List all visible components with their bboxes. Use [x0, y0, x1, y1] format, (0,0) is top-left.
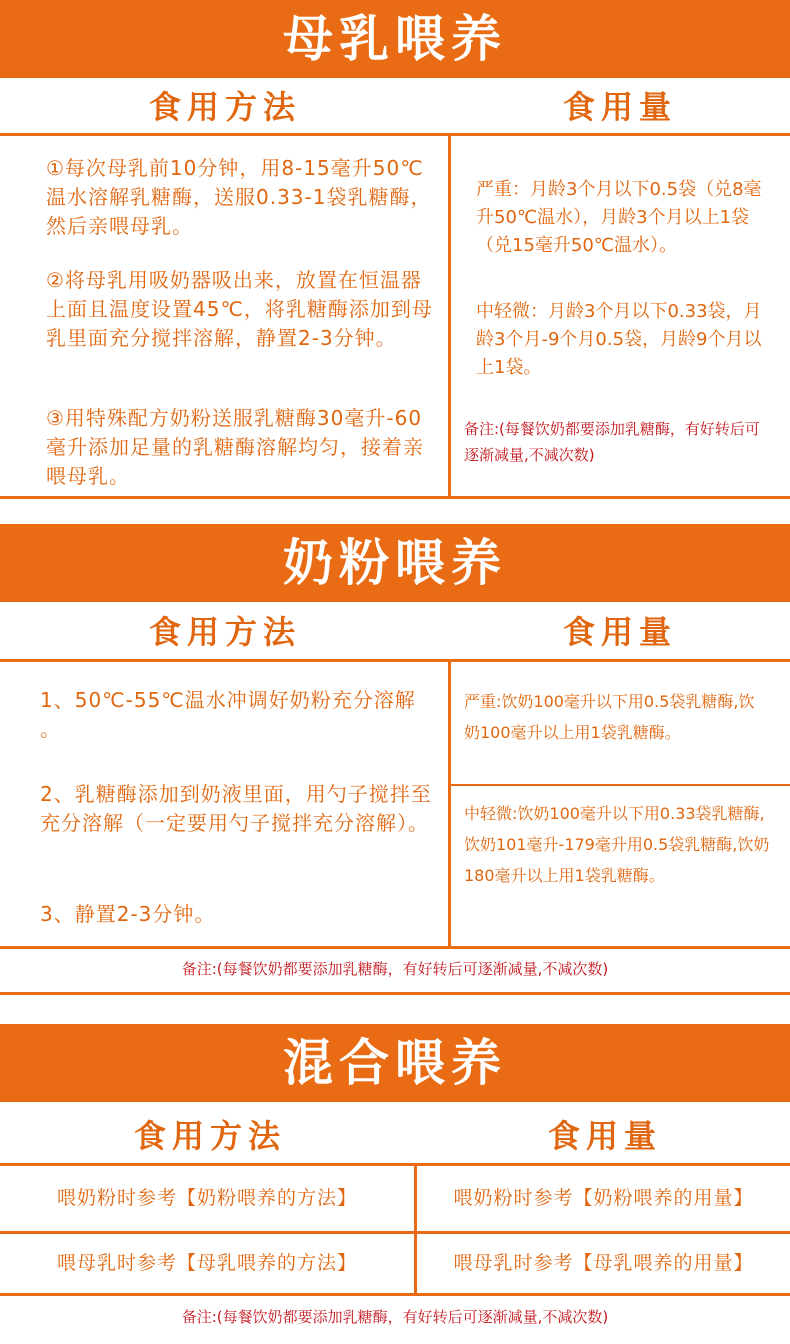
column-divider	[448, 662, 451, 947]
divider	[0, 992, 790, 995]
mixed-row-2-method: 喂母乳时参考【母乳喂养的方法】	[56, 1252, 357, 1274]
formula-step-2: 2、乳糖酶添加到奶液里面，用勺子搅拌至充分溶解（一定要用勺子搅拌充分溶解）。	[40, 782, 432, 835]
breast-feeding-banner: 母乳喂养	[0, 0, 790, 78]
divider	[451, 784, 790, 786]
mixed-amount-header: 食用量	[547, 1117, 662, 1155]
breast-step-1: ①每次母乳前10分钟，用8-15毫升50℃温水溶解乳糖酶，送服0.33-1袋乳糖酶，然后亲喂母乳。	[46, 156, 432, 238]
mixed-row-1-method: 喂奶粉时参考【奶粉喂养的方法】	[56, 1187, 357, 1209]
mixed-row-1-amount: 喂奶粉时参考【奶粉喂养的用量】	[453, 1187, 754, 1209]
mixed-feeding-banner: 混合喂养	[0, 1024, 790, 1102]
formula-note: 备注:(每餐饮奶都要添加乳糖酶，有好转后可逐渐减量,不减次数)	[181, 960, 609, 978]
mixed-row-2-amount: 喂母乳时参考【母乳喂养的用量】	[453, 1252, 754, 1274]
column-divider	[448, 136, 451, 498]
mixed-note: 备注:(每餐饮奶都要添加乳糖酶，有好转后可逐渐减量,不减次数)	[181, 1308, 609, 1326]
formula-dosage-mild: 中轻微:饮奶100毫升以下用0.33袋乳糖酶,饮奶101毫升-179毫升用0.5袋乳糖酶,饮奶180毫升以上用1袋乳糖酶。	[464, 804, 770, 885]
formula-dosage-severe: 严重:饮奶100毫升以下用0.5袋乳糖酶,饮奶100毫升以上用1袋乳糖酶。	[464, 692, 755, 742]
mixed-method-header: 食用方法	[133, 1117, 286, 1155]
formula-step-1: 1、50℃-55℃温水冲调好奶粉充分溶解 。	[40, 688, 416, 741]
formula-amount-header: 食用量	[562, 613, 677, 651]
breast-step-3: ③用特殊配方奶粉送服乳糖酶30毫升-60毫升添加足量的乳糖酶溶解均匀，接着亲喂母乳。	[46, 406, 424, 488]
divider	[0, 659, 790, 662]
breast-amount-header: 食用量	[562, 88, 677, 126]
breast-dosage-mild: 中轻微：月龄3个月以下0.33袋，月龄3个月-9个月0.5袋，月龄9个月以上1袋。	[476, 301, 762, 378]
divider	[0, 946, 790, 949]
breast-method-header: 食用方法	[148, 88, 301, 126]
divider	[0, 133, 790, 136]
formula-feeding-banner: 奶粉喂养	[0, 524, 790, 602]
breast-note: 备注:(每餐饮奶都要添加乳糖酶，有好转后可逐渐减量,不减次数)	[464, 420, 760, 464]
divider	[0, 1293, 790, 1296]
breast-dosage-severe: 严重：月龄3个月以下0.5袋（兑8毫升50℃温水），月龄3个月以上1袋（兑15毫升50℃温水）。	[476, 179, 762, 256]
divider	[0, 496, 790, 499]
formula-method-header: 食用方法	[148, 613, 301, 651]
formula-step-3: 3、静置2-3分钟。	[40, 902, 216, 926]
breast-step-2: ②将母乳用吸奶器吸出来，放置在恒温器上面且温度设置45℃，将乳糖酶添加到母乳里面充分搅拌溶解，静置2-3分钟。	[46, 268, 433, 350]
